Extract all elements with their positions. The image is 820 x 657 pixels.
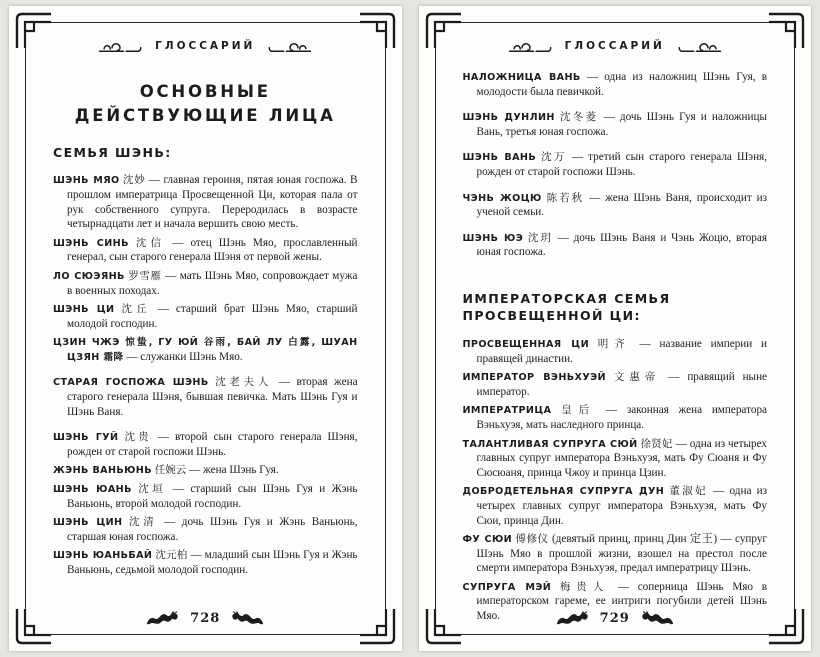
cloud-ornament-icon bbox=[267, 38, 313, 54]
entry-hanzi: 皇后 bbox=[561, 405, 597, 417]
entry-hanzi: 明齐 bbox=[597, 338, 631, 350]
entry-term: ЧЭНЬ ЖОЦЮ bbox=[462, 192, 542, 204]
entry-description: — отец Шэнь Мяо, прославленный генерал, сын старого генерала Шэня от первой жены. bbox=[67, 236, 358, 264]
entry-term: ШЭНЬ ВАНЬ bbox=[462, 152, 537, 164]
entry-term: ФУ СЮИ bbox=[462, 534, 513, 546]
section-heading: СЕМЬЯ ШЭНЬ: bbox=[53, 144, 172, 160]
entry-hanzi: 沈垣 bbox=[138, 484, 167, 496]
page-number: 728 bbox=[190, 611, 221, 626]
page-content bbox=[53, 144, 358, 578]
dragon-ornament-icon bbox=[640, 610, 674, 627]
glossary-entry bbox=[53, 548, 358, 577]
entry-description: — законная жена императора Вэньхуэя, мать наследного принца. bbox=[476, 404, 768, 431]
glossary-entry bbox=[53, 269, 358, 298]
page-header bbox=[9, 38, 402, 54]
glossary-entry bbox=[463, 337, 768, 366]
entry-description: — старший брат Шэнь Мяо, старший молодой господин. bbox=[67, 303, 358, 330]
entry-term: ТАЛАНТЛИВАЯ СУПРУГА СЮЙ bbox=[462, 438, 638, 450]
entry-description: — дочь Шэнь Гуя и Жэнь Ваньюнь, старшая юная госпожа. bbox=[67, 516, 358, 543]
glossary-entry bbox=[463, 370, 768, 399]
entry-term: ШЭНЬ ЦИН bbox=[53, 517, 123, 529]
entry-hanzi: 沈妙 bbox=[123, 175, 146, 187]
entry-term: ШЭНЬ ЮЭ bbox=[462, 232, 524, 244]
entry-description: — второй сын старого генерала Шэня, рожден от старой госпожи Шэнь. bbox=[67, 431, 358, 458]
dragon-ornament-icon bbox=[230, 610, 264, 627]
entry-term: ШЭНЬ ЦИ bbox=[53, 304, 115, 316]
entry-hanzi: 傅修仪 bbox=[515, 534, 549, 546]
entry-hanzi: 董淑妃 bbox=[669, 486, 708, 498]
dragon-ornament-icon bbox=[556, 610, 590, 627]
glossary-entry bbox=[53, 430, 358, 459]
entry-hanzi: 任婉云 bbox=[154, 465, 187, 477]
entry-term: ДОБРОДЕТЕЛЬНАЯ СУПРУГА ДУН bbox=[462, 486, 665, 498]
entry-term: ЛО СЮЭЯНЬ bbox=[53, 270, 125, 282]
entry-description: — одна из наложниц Шэнь Гуя, в молодости была певичкой. bbox=[476, 71, 767, 98]
entry-hanzi: 徐贤妃 bbox=[640, 438, 673, 450]
entry-description: — младший сын Шэнь Гуя и Жэнь Ваньюнь, седьмой молодой господин. bbox=[67, 549, 358, 577]
page-number: 729 bbox=[599, 611, 630, 626]
page-title-line: ОСНОВНЫЕ bbox=[139, 82, 271, 101]
entry-description: — одна из четырех главных супруг императора Вэньхуэя, мать Фу Сюаня и Фу Сюсюаня, принца Чжоу и принца Цзин. bbox=[476, 437, 768, 479]
page-title-line: ДЕЙСТВУЮЩИЕ ЛИЦА bbox=[74, 105, 336, 125]
entry-term: ИМПЕРАТРИЦА bbox=[462, 405, 552, 417]
entry-hanzi: 沈玥 bbox=[527, 232, 553, 244]
glossary-entry bbox=[463, 231, 768, 260]
page-header bbox=[419, 38, 812, 54]
entry-hanzi: 梅贵人 bbox=[559, 581, 610, 593]
entry-term: СТАРАЯ ГОСПОЖА ШЭНЬ bbox=[53, 377, 209, 389]
glossary-entry bbox=[53, 335, 358, 364]
entry-description: (девятый принц, принц Дин 定王) — супруг Шэнь Мяо в прошлой жизни, взошел на престол после смерти императора Вэньхуэя, предал императрицу Шэнь. bbox=[476, 533, 768, 575]
entry-term: ШЭНЬ ЮАНЬБАЙ bbox=[53, 550, 153, 562]
entry-hanzi: 罗雪雁 bbox=[128, 270, 162, 282]
entry-description: — дочь Шэнь Гуя и наложницы Вань, третья юная госпожа. bbox=[476, 111, 768, 138]
entry-description: — одна из четырех главных супруг императора Вэньхуэя, мать Фу Сюи, принца Дин. bbox=[476, 485, 768, 527]
entry-description: — правящий ныне император. bbox=[476, 371, 768, 398]
glossary-entry bbox=[53, 482, 358, 511]
entry-term: СУПРУГА МЭЙ bbox=[462, 581, 552, 593]
glossary-entry bbox=[463, 191, 768, 220]
glossary-entry bbox=[53, 515, 358, 544]
entry-description: — жена Шэнь Ваня, происходит из ученой семьи. bbox=[476, 191, 768, 219]
entry-hanzi: 沈万 bbox=[541, 152, 567, 164]
entry-description: — название империи и правящей династии. bbox=[476, 337, 768, 365]
glossary-entry bbox=[53, 236, 358, 265]
entry-term: НАЛОЖНИЦА ВАНЬ bbox=[462, 72, 581, 83]
glossary-entry bbox=[463, 437, 768, 481]
page-title bbox=[39, 80, 372, 128]
entry-description: — вторая жена старого генерала Шэня, бывшая певичка. Мать Шэнь Гуя и Шэнь Ваня. bbox=[67, 376, 358, 418]
cloud-ornament-icon bbox=[677, 38, 723, 54]
entry-hanzi: 沈元柏 bbox=[155, 550, 188, 562]
book-page bbox=[9, 6, 402, 651]
entry-hanzi: 文惠帝 bbox=[613, 372, 661, 384]
entry-hanzi: 沈丘 bbox=[121, 304, 151, 316]
entry-description: — дочь Шэнь Ваня и Чэнь Жоцю, вторая юная госпожа. bbox=[476, 231, 767, 259]
glossary-entry bbox=[463, 532, 768, 576]
entry-description: — соперница Шэнь Мяо в императорском гареме, ее интриги погубили детей Шэнь Мяо. bbox=[476, 580, 768, 623]
glossary-entry bbox=[463, 70, 768, 99]
entry-term: ШЭНЬ МЯО bbox=[53, 175, 120, 187]
entry-description: — главная героиня, пятая юная госпожа. В прошлом императрица Просвещенной Ци, которая пала от рук собственного супруга. Переродилась в возрасте четырнадцати лет и начала вершить свою месть. bbox=[67, 174, 358, 231]
entry-term: ШЭНЬ СИНЬ bbox=[53, 237, 129, 249]
glossary-entry bbox=[463, 403, 768, 432]
glossary-entry bbox=[463, 484, 768, 528]
entry-hanzi: 沈冬菱 bbox=[559, 112, 599, 124]
entry-term: ЦЗИН ЧЖЭ 惊蛰, ГУ ЮЙ 谷雨, БАЙ ЛУ 白露, ШУАН ЦЗЯН 霜降 bbox=[53, 337, 358, 363]
glossary-entry bbox=[463, 150, 768, 179]
entry-hanzi: 沈老夫人 bbox=[215, 377, 273, 389]
entry-term: ШЭНЬ ЮАНЬ bbox=[53, 484, 132, 496]
entry-term: ИМПЕРАТОР ВЭНЬХУЭЙ bbox=[462, 372, 606, 384]
entry-description: — старший сын Шэнь Гуя и Жэнь Ваньюнь, второй молодой господин. bbox=[67, 483, 358, 510]
entry-term: ШЭНЬ ГУЙ bbox=[53, 432, 119, 444]
dragon-ornament-icon bbox=[146, 610, 180, 627]
page-footer bbox=[419, 610, 812, 627]
entry-hanzi: 沈清 bbox=[129, 517, 158, 529]
entry-description: — жена Шэнь Гуя. bbox=[189, 464, 279, 477]
entry-description: — мать Шэнь Мяо, сопровождает мужа в военных походах. bbox=[67, 269, 358, 297]
glossary-entry bbox=[463, 110, 768, 139]
entry-term: ПРОСВЕЩЕННАЯ ЦИ bbox=[462, 338, 590, 350]
book-page bbox=[419, 6, 812, 651]
page-content bbox=[463, 70, 768, 624]
section-heading: ИМПЕРАТОРСКАЯ СЕМЬЯ ПРОСВЕЩЕННОЙ ЦИ: bbox=[462, 290, 671, 324]
glossary-entry bbox=[53, 463, 358, 478]
entry-term: ШЭНЬ ДУНЛИН bbox=[462, 112, 555, 124]
entry-term: ЖЭНЬ ВАНЬЮНЬ bbox=[53, 465, 152, 477]
glossary-entry bbox=[53, 173, 358, 231]
entry-hanzi: 陈若秋 bbox=[546, 192, 585, 204]
running-head: ГЛОССАРИЙ bbox=[564, 40, 665, 52]
page-footer bbox=[9, 610, 402, 627]
running-head: ГЛОССАРИЙ bbox=[155, 40, 256, 52]
glossary-entry bbox=[53, 375, 358, 419]
cloud-ornament-icon bbox=[97, 38, 143, 54]
entry-hanzi: 沈贵 bbox=[124, 432, 152, 444]
cloud-ornament-icon bbox=[507, 38, 553, 54]
glossary-entry bbox=[53, 302, 358, 331]
entry-description: — третий сын старого генерала Шэня, рожден от старой госпожи Шэнь. bbox=[476, 151, 768, 178]
entry-hanzi: 沈信 bbox=[135, 237, 166, 249]
entry-description: — служанки Шэнь Мяо. bbox=[126, 350, 243, 363]
